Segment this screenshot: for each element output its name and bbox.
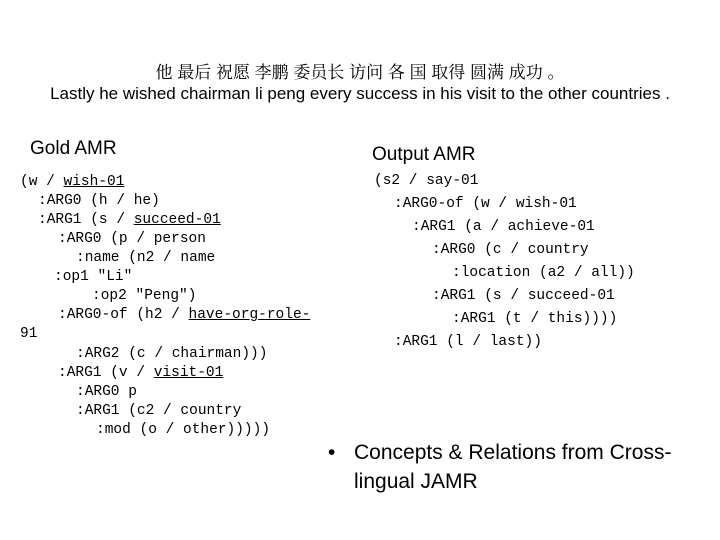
gold-amr-line-text: :ARG2 (c / chairman))) <box>76 346 268 362</box>
gold-amr-line <box>54 268 132 286</box>
gold-amr-line <box>92 287 196 305</box>
bullet-icon: • <box>328 441 336 464</box>
gold-amr-line-text: (w / <box>20 174 64 190</box>
gold-amr-concept: succeed-01 <box>133 212 221 228</box>
gold-amr-line <box>38 211 221 229</box>
output-amr-line: :ARG0 (c / country <box>432 242 589 258</box>
gold-amr-line-text: :ARG1 (c2 / country <box>76 403 242 419</box>
gold-amr-concept: have-org-role- <box>188 307 311 323</box>
gold-amr-line <box>76 402 241 420</box>
english-sentence: Lastly he wished chairman li peng every success in his visit to the other countries . <box>50 84 670 103</box>
gold-amr-line-text: :ARG0 (p / person <box>58 231 206 247</box>
output-amr-line: :ARG1 (a / achieve-01 <box>412 219 595 235</box>
output-amr-line: :location (a2 / all)) <box>452 265 635 281</box>
gold-amr-line-text: :ARG1 (v / <box>58 365 154 381</box>
chinese-sentence: 他 最后 祝愿 李鹏 委员长 访问 各 国 取得 圆满 成功 。 <box>155 63 565 82</box>
gold-amr-heading: Gold AMR <box>30 138 117 159</box>
output-amr-line: :ARG1 (t / this)))) <box>452 311 618 327</box>
gold-amr-concept: wish-01 <box>63 174 125 190</box>
gold-amr-line <box>58 230 206 248</box>
gold-amr-line-text: :ARG1 (s / <box>38 212 134 228</box>
gold-amr-line <box>76 249 215 267</box>
gold-amr-line-text: :mod (o / other))))) <box>96 422 271 438</box>
gold-amr-line <box>20 173 124 191</box>
gold-amr-concept: visit-01 <box>153 365 224 381</box>
bullet-text: Concepts & Relations from Cross-lingual JAMR <box>354 441 672 493</box>
output-amr-line: :ARG1 (s / succeed-01 <box>432 288 615 304</box>
gold-amr-line <box>58 364 223 382</box>
gold-amr-line-text: :ARG0 p <box>76 384 137 400</box>
gold-amr-line-text: :op1 "Li" <box>54 269 133 285</box>
gold-amr-line-text: :name (n2 / name <box>76 250 216 266</box>
gold-amr-line <box>20 325 37 343</box>
output-amr-heading: Output AMR <box>372 144 476 165</box>
output-amr-line: :ARG1 (l / last)) <box>394 334 542 350</box>
gold-amr-line <box>76 383 137 401</box>
gold-amr-line-text: 91 <box>20 326 38 342</box>
gold-amr-line <box>96 421 270 439</box>
output-amr-line: :ARG0-of (w / wish-01 <box>394 196 577 212</box>
gold-amr-line <box>58 306 310 324</box>
output-amr-line: (s2 / say-01 <box>374 173 479 189</box>
gold-amr-line <box>38 192 160 210</box>
gold-amr-line-text: :ARG0 (h / he) <box>38 193 160 209</box>
gold-amr-line-text: :ARG0-of (h2 / <box>58 307 189 323</box>
gold-amr-line <box>76 345 267 363</box>
gold-amr-line-text: :op2 "Peng") <box>92 288 197 304</box>
